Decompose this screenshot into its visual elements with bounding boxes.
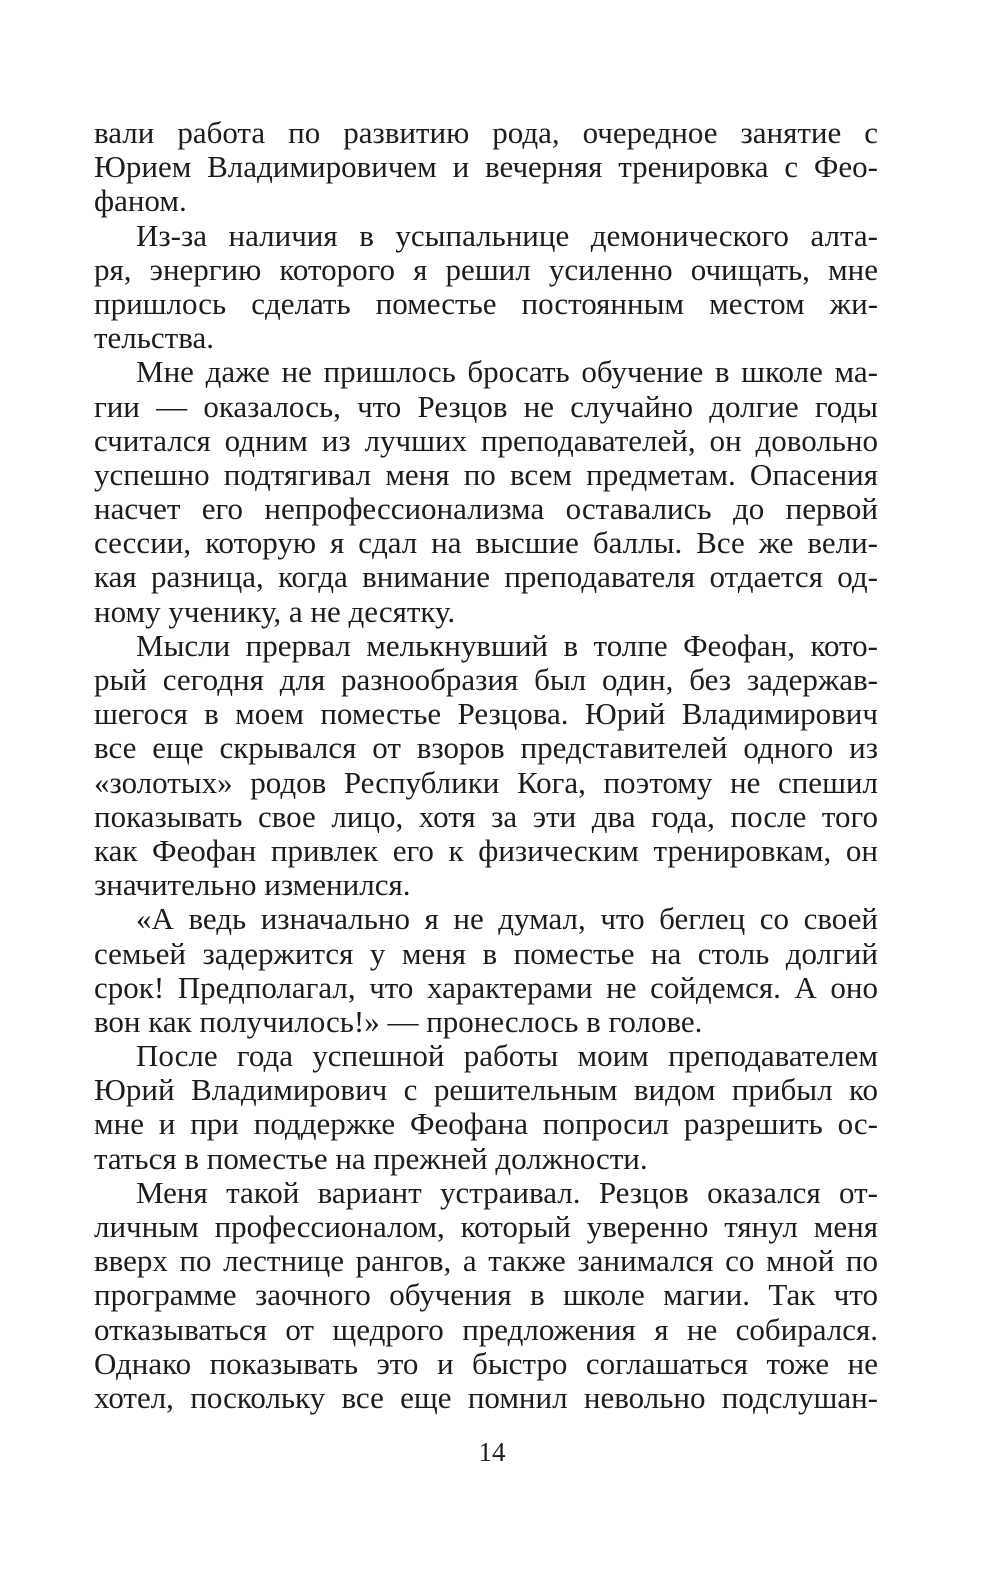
text-line: «А ведь изначально я не думал, что беглец со своей — [136, 901, 878, 937]
text-line: Меня такой вариант устраивал. Резцов оказался от- — [136, 1174, 878, 1210]
body-text — [94, 116, 878, 1415]
text-line: как Феофан привлек его к физическим тренировкам, он — [94, 832, 878, 868]
text-line: срок! Предполагал, что характерами не сойдемся. А оно — [94, 969, 878, 1005]
text-line: пришлось сделать поместье постоянным местом жи- — [94, 285, 878, 321]
page-number: 14 — [478, 1437, 506, 1467]
text-line: ря, энергию которого я решил усиленно очищать, мне — [94, 251, 878, 287]
text-line: хотел, поскольку все еще помнил невольно подслушан- — [94, 1379, 878, 1415]
text-line: вон как получилось!» — пронеслось в голове. — [94, 1003, 703, 1039]
text-line: значительно изменился. — [94, 867, 411, 903]
text-line: отказываться от щедрого предложения я не собирался. — [94, 1311, 878, 1347]
text-line: Мне даже не пришлось бросать обучение в школе ма- — [136, 354, 878, 390]
text-line: вверх по лестнице рангов, а также занимался со мной по — [94, 1243, 878, 1279]
text-line: показывать свое лицо, хотя за эти два года, после того — [94, 798, 878, 834]
text-line: гии — оказалось, что Резцов не случайно долгие годы — [94, 388, 878, 424]
text-line: Мысли прервал мелькнувший в толпе Феофан, кото- — [136, 627, 878, 663]
text-line: сессии, которую я сдал на высшие баллы. Все же вели- — [94, 525, 878, 561]
text-line: Из-за наличия в усыпальнице демонического алта- — [136, 217, 878, 253]
text-line: мне и при поддержке Феофана попросил разрешить ос- — [94, 1106, 878, 1142]
text-line: кая разница, когда внимание преподавателя отдается од- — [94, 559, 878, 595]
text-line: После года успешной работы моим преподавателем — [136, 1038, 878, 1074]
text-line: таться в поместье на прежней должности. — [94, 1140, 648, 1176]
text-line: Юрием Владимировичем и вечерняя тренировка с Фео- — [94, 149, 878, 185]
text-line: все еще скрывался от взоров представителей одного из — [94, 730, 878, 766]
text-line: шегося в моем поместье Резцова. Юрий Владимирович — [94, 696, 878, 732]
text-line: успешно подтягивал меня по всем предметам. Опасения — [94, 456, 878, 492]
text-line: фаном. — [94, 183, 187, 219]
text-line: личным профессионалом, который уверенно тянул меня — [94, 1209, 878, 1244]
text-line: считался одним из лучших преподавателей, он довольно — [94, 422, 878, 458]
text-line: «золотых» родов Республики Кога, поэтому не спешил — [94, 764, 878, 800]
text-line: программе заочного обучения в школе магии. Так что — [94, 1277, 878, 1313]
text-line: вали работа по развитию рода, очередное занятие с — [94, 115, 878, 150]
text-line: насчет его непрофессионализма оставались до первой — [94, 491, 878, 527]
text-line: семьей задержится у меня в поместье на столь долгий — [94, 935, 878, 971]
text-line: тельства. — [94, 320, 214, 356]
text-line: рый сегодня для разнообразия был один, без задержав- — [94, 662, 878, 697]
text-line: ному ученику, а не десятку. — [94, 593, 456, 629]
text-line: Однако показывать это и быстро соглашаться тоже не — [94, 1345, 878, 1381]
text-line: Юрий Владимирович с решительным видом прибыл ко — [94, 1072, 878, 1108]
